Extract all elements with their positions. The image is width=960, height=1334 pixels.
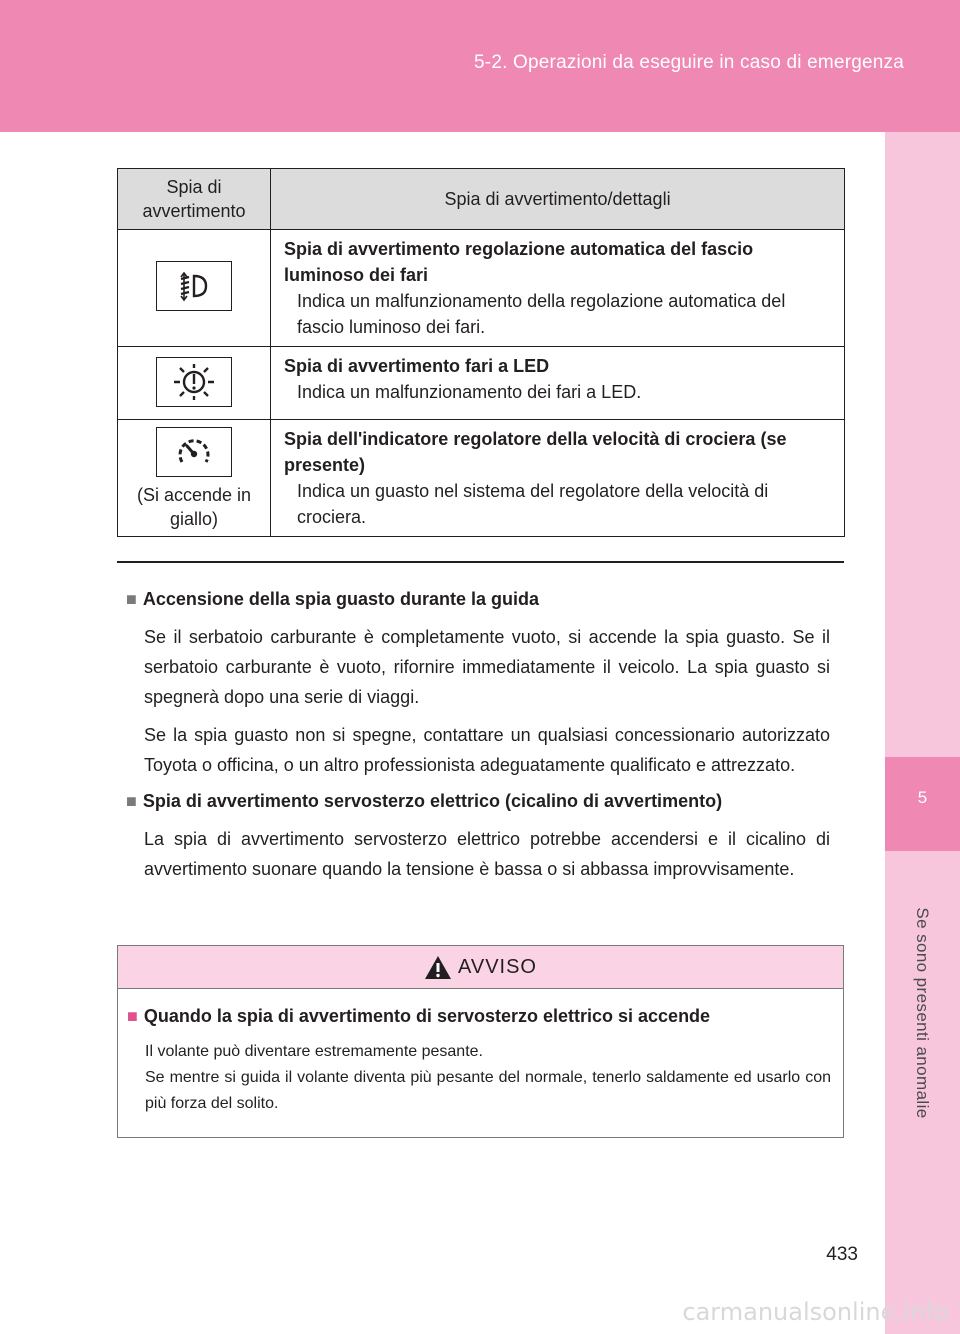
row-text: Indica un malfunzionamento dei fari a LED. [297,382,642,402]
warning-box-title: AVVISO [458,955,537,978]
warning-box [117,945,844,1138]
warning-box-header [118,946,843,989]
cruise-control-indicator-icon [156,427,232,477]
row-text: Indica un guasto nel sistema del regolatore della velocità di crociera. [297,481,769,527]
row-text: Indica un malfunzionamento della regolazione automatica del fascio luminoso dei fari. [297,291,786,337]
warning-triangle-icon [424,955,452,980]
col-icon-header: Spia di avvertimento [118,169,271,230]
paragraph: Se la spia guasto non si spegne, contattare un qualsiasi concessionario autorizzato Toyota o officina, o un altro professionista adeguatamente qualificato e attrezzato. [144,725,830,775]
warning-line: Il volante può diventare estremamente pesante. [145,1043,483,1060]
table-row [118,420,845,537]
row-title: Spia di avvertimento fari a LED [284,356,550,376]
page-header [0,0,960,132]
warning-light-table [117,168,845,537]
notes-section [126,586,830,892]
row-title: Spia di avvertimento regolazione automatica del fascio luminoso dei fari [284,239,754,285]
warning-line: Se mentre si guida il volante diventa più pesante del normale, tenerlo saldamente ed usarlo con più forza del solito. [145,1069,831,1112]
watermark: carmanualsonline.info [682,1298,948,1326]
section-heading: ■ Accensione della spia guasto durante la guida [126,589,539,609]
table-row [118,230,845,347]
square-bullet-icon: ■ [126,791,137,811]
led-headlight-warning-icon [156,357,232,407]
chapter-label: Se sono presenti anomalie [913,907,932,1119]
row-title: Spia dell'indicatore regolatore della velocità di crociera (se presente) [284,429,787,475]
icon-note: (Si accende in giallo) [136,485,252,529]
section-title: 5-2. Operazioni da eseguire in caso di emergenza [474,52,904,73]
col-detail-header: Spia di avvertimento/dettagli [271,169,845,230]
headlight-leveling-warning-icon [156,261,232,311]
table-header-row [118,169,845,230]
section-divider [117,561,844,563]
square-bullet-icon: ■ [127,1006,138,1026]
chapter-side-tab [885,132,960,1334]
paragraph: Se il serbatoio carburante è completamente vuoto, si accende la spia guasto. Se il serbatoio carburante è vuoto, rifornire immediatamente il veicolo. La spia guasto si spegnerà dopo una serie di viaggi. [144,627,830,707]
chapter-number: 5 [917,788,928,807]
table-row [118,347,845,420]
paragraph: La spia di avvertimento servosterzo elettrico potrebbe accendersi e il cicalino di avvertimento suonare quando la tensione è bassa o si abbassa improvvisamente. [144,829,830,879]
section-heading: ■ Spia di avvertimento servosterzo elettrico (cicalino di avvertimento) [126,791,723,811]
page-number: 433 [826,1244,858,1265]
warning-heading: ■ Quando la spia di avvertimento di servosterzo elettrico si accende [127,1006,711,1026]
square-bullet-icon: ■ [126,589,137,609]
